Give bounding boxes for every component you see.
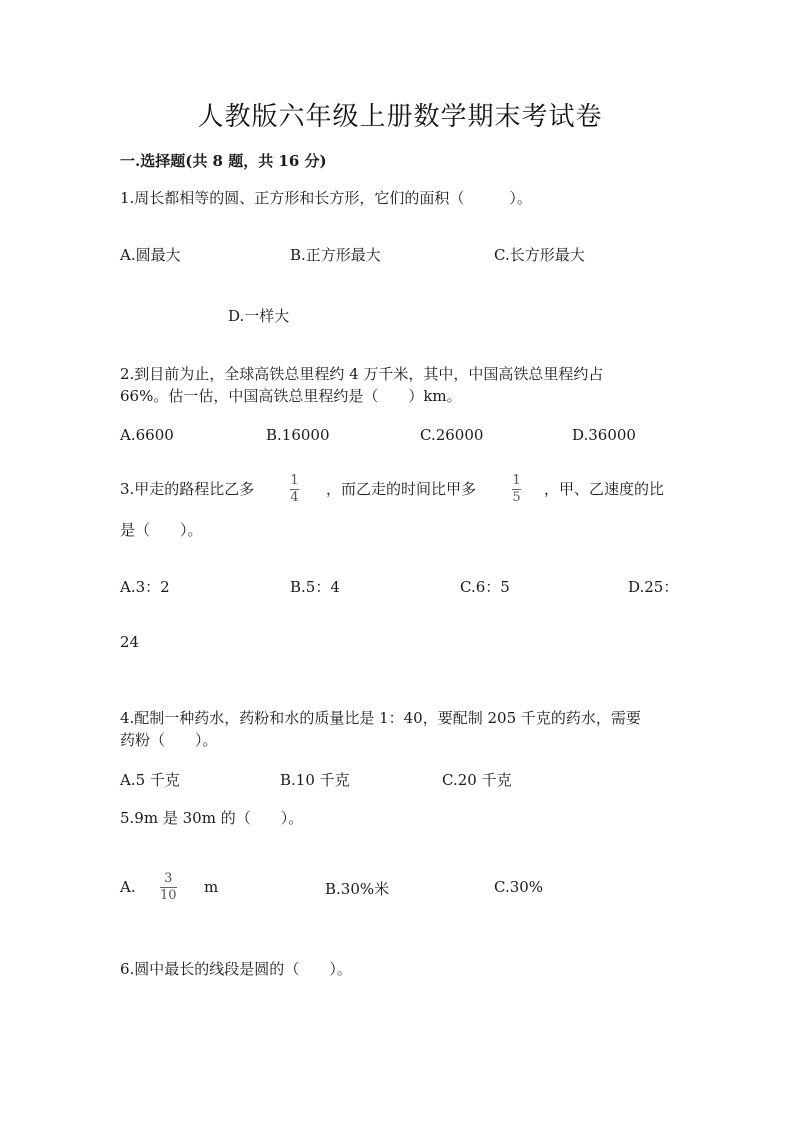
fraction-denominator: 10 — [160, 888, 177, 903]
question-3-line-2: 是（ ）。 — [120, 521, 203, 539]
question-1-option-b: B.正方形最大 — [290, 246, 381, 264]
question-1-text: 1.周长都相等的圆、正方形和长方形，它们的面积（ ）。 — [120, 189, 532, 207]
question-4-option-b: B.10 千克 — [280, 771, 350, 789]
question-5-option-a-fraction — [160, 872, 177, 902]
section-heading: 一.选择题(共 8 题，共 16 分) — [120, 152, 327, 170]
question-2-line-1: 2.到目前为止，全球高铁总里程约 4 万千米，其中，中国高铁总里程约占 — [120, 365, 604, 383]
question-5-option-b: B.30%米 — [325, 880, 390, 898]
question-3-part-3: ，甲、乙速度的比 — [544, 480, 665, 498]
question-4-option-c: C.20 千克 — [442, 771, 512, 789]
question-2-option-c: C.26000 — [420, 426, 484, 444]
question-3-option-d-wrap: 24 — [120, 633, 140, 651]
question-2-option-d: D.36000 — [572, 426, 636, 444]
fraction-numerator: 1 — [290, 473, 299, 488]
question-4-line-1: 4.配制一种药水，药粉和水的质量比是 1：40，要配制 205 千克的药水，需要 — [120, 709, 641, 727]
fraction-denominator: 5 — [512, 490, 521, 505]
question-5-text: 5.9m 是 30m 的（ ）。 — [120, 809, 304, 827]
question-1-option-a: A.圆最大 — [120, 246, 181, 264]
fraction-denominator: 4 — [290, 490, 299, 505]
page-title: 人教版六年级上册数学期末考试卷 — [197, 102, 603, 132]
question-5-option-c: C.30% — [494, 878, 544, 896]
question-2-option-b: B.16000 — [266, 426, 330, 444]
question-1-option-c: C.长方形最大 — [494, 246, 585, 264]
question-3-option-b: B.5：4 — [290, 578, 340, 596]
question-3-part-1: 3.甲走的路程比乙多 — [120, 480, 255, 498]
question-5-option-a-label: A. — [120, 878, 136, 896]
question-4-option-a: A.5 千克 — [120, 771, 180, 789]
question-6-text: 6.圆中最长的线段是圆的（ ）。 — [120, 960, 352, 978]
question-4-line-2: 药粉（ ）。 — [120, 731, 218, 749]
question-3-option-c: C.6：5 — [460, 578, 510, 596]
question-2-option-a: A.6600 — [120, 426, 174, 444]
question-3-fraction-1 — [290, 474, 299, 504]
question-3-option-d: D.25： — [628, 578, 679, 596]
question-1-option-d: D.一样大 — [228, 307, 290, 325]
question-5-option-a-unit: m — [204, 878, 219, 896]
question-2-line-2: 66%。估一估，中国高铁总里程约是（ ）km。 — [120, 387, 462, 405]
fraction-numerator: 1 — [512, 473, 521, 488]
fraction-numerator: 3 — [164, 871, 173, 886]
question-3-part-2: ，而乙走的时间比甲多 — [326, 480, 477, 498]
question-3-fraction-2 — [512, 474, 521, 504]
question-3-option-a: A.3：2 — [120, 578, 170, 596]
